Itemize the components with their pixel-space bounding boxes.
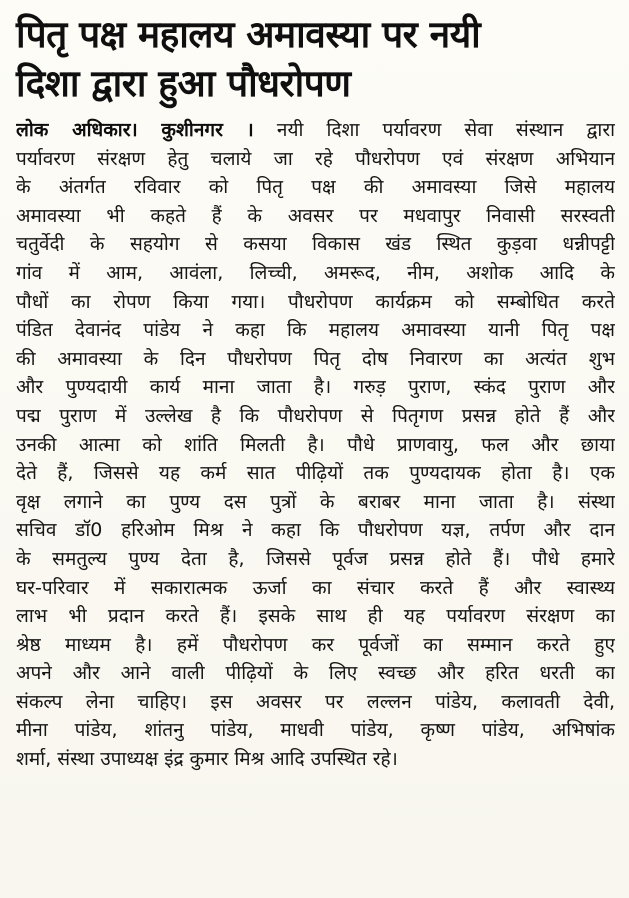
body-line-2: पर्यावरण संरक्षण हेतु चलाये जा रहे पौधरोपण एवं संरक्षण अभियान xyxy=(16,147,615,170)
headline xyxy=(16,10,615,108)
body-line-21: संकल्प लेना चाहिए। इस अवसर पर लल्लन पांडेय, कलावती देवी, xyxy=(16,690,615,713)
body-line-19: श्रेष्ठ माध्यम है। हमें पौधरोपण कर पूर्वजों का सम्मान करते हुए xyxy=(16,633,615,656)
body-line-4: अमावस्या भी कहते हैं के अवसर पर मधवापुर निवासी सरस्वती xyxy=(16,204,615,227)
body-line-8: पंडित देवानंद पांडेय ने कहा कि महालय अमावस्या यानी पितृ पक्ष xyxy=(16,319,615,342)
headline-line-1: पितृ पक्ष महालय अमावस्या पर नयी xyxy=(16,13,481,56)
body-line-10: और पुण्यदायी कार्य माना जाता है। गरुड़ पुराण, स्कंद पुराण और xyxy=(16,376,615,399)
body-line-9: की अमावस्या के दिन पौधरोपण पितृ दोष निवारण का अत्यंत शुभ xyxy=(16,347,615,370)
body-line-23: शर्मा, संस्था उपाध्यक्ष इंद्र कुमार मिश्र आदि उपस्थित रहे। xyxy=(16,748,398,771)
body-line-18: लाभ भी प्रदान करते हैं। इसके साथ ही यह पर्यावरण संरक्षण का xyxy=(16,605,615,628)
body-line-17: घर-परिवार में सकारात्मक ऊर्जा का संचार करते हैं और स्वास्थ्य xyxy=(16,576,615,599)
dateline: लोक अधिकार। कुशीनगर । xyxy=(16,119,254,141)
headline-line-2: दिशा द्वारा हुआ पौधरोपण xyxy=(16,62,351,105)
body-line-1 xyxy=(16,116,615,145)
body-line-7: पौधों का रोपण किया गया। पौधरोपण कार्यक्रम को सम्बोधित करते xyxy=(16,290,615,313)
body-line-1-text: नयी दिशा पर्यावरण सेवा संस्थान द्वारा xyxy=(276,119,615,141)
body-line-5: चतुर्वेदी के सहयोग से कसया विकास खंड स्थित कुड़वा धन्नीपट्टी xyxy=(16,233,615,256)
body-line-14: वृक्ष लगाने का पुण्य दस पुत्रों के बराबर माना जाता है। संस्था xyxy=(16,490,615,513)
body-line-6: गांव में आम, आवंला, लिच्ची, अमरूद, नीम, अशोक आदि के xyxy=(16,261,615,284)
body-line-11: पद्म पुराण में उल्लेख है कि पौधरोपण से पितृगण प्रसन्न होते हैं और xyxy=(16,404,615,427)
body-line-15: सचिव डॉ0 हरिओम मिश्र ने कहा कि पौधरोपण यज्ञ, तर्पण और दान xyxy=(16,519,615,542)
body-line-16: के समतुल्य पुण्य देता है, जिससे पूर्वज प्रसन्न होते हैं। पौधे हमारे xyxy=(16,547,615,570)
body-line-3: के अंतर्गत रविवार को पितृ पक्ष की अमावस्या जिसे महालय xyxy=(16,176,615,199)
body-line-12: उनकी आत्मा को शांति मिलती है। पौधे प्राणवायु, फल और छाया xyxy=(16,433,615,456)
body-line-20: अपने और आने वाली पीढ़ियों के लिए स्वच्छ और हरित धरती का xyxy=(16,662,615,685)
body-line-22: मीना पांडेय, शांतनु पांडेय, माधवी पांडेय, कृष्ण पांडेय, अभिषांक xyxy=(16,719,615,742)
body-line-13: देते हैं, जिससे यह कर्म सात पीढ़ियों तक पुण्यदायक होता है। एक xyxy=(16,462,615,485)
article-body xyxy=(16,116,615,774)
